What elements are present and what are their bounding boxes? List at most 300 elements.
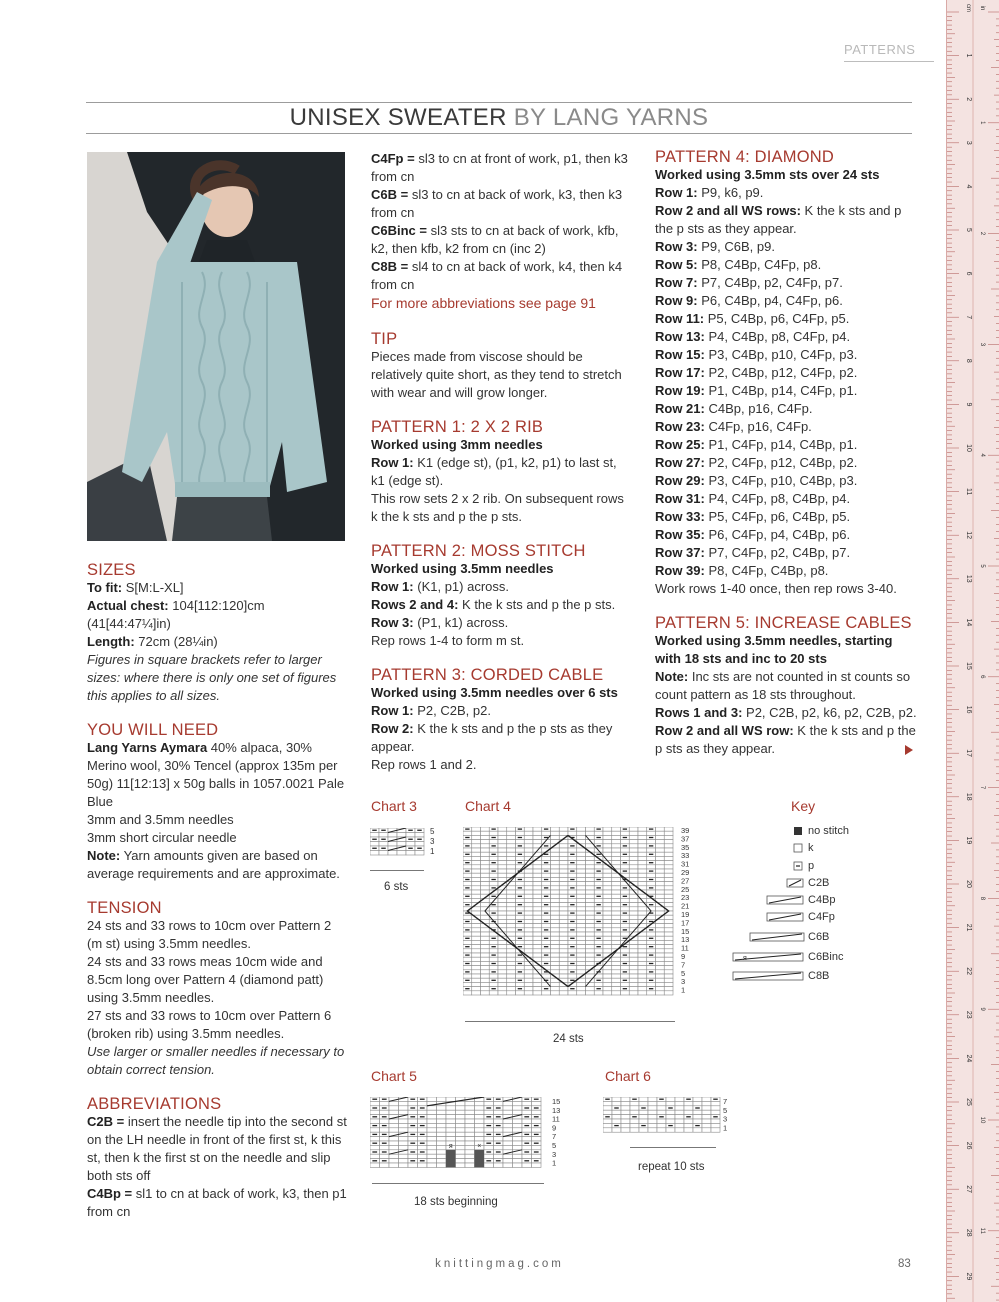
- chart-4-cell: [664, 953, 673, 957]
- chart-5-cell: [399, 1128, 409, 1132]
- chart-6-cell: [657, 1106, 666, 1110]
- chart-6-cell: [702, 1128, 711, 1132]
- chart-4-cell: [481, 966, 490, 970]
- chart-4-cell: [559, 886, 568, 890]
- chart-4-cell: [577, 949, 586, 953]
- chart-6-cell: [684, 1110, 693, 1114]
- pattern-4-row-value: P7, C4Fp, p2, C4Bp, p7.: [704, 545, 851, 560]
- chart-4-cell: [472, 974, 481, 978]
- chart-4-cell: [621, 974, 630, 978]
- chart-4-cell: [551, 961, 560, 965]
- chart-4-cell: [656, 877, 665, 881]
- ruler-cm-label: 10: [965, 444, 972, 452]
- chart-5-cell: [465, 1128, 475, 1132]
- chart-4-cell: [472, 861, 481, 865]
- chart-4-cell: [498, 940, 507, 944]
- chart-4-cell: [507, 835, 516, 839]
- chart-4-cell: [533, 840, 542, 844]
- pattern-4-row: [655, 364, 917, 382]
- chart-4-cell: [498, 898, 507, 902]
- chart-4-cell: [533, 953, 542, 957]
- chart-4-cell: [481, 831, 490, 835]
- chart-4-cell: [586, 877, 595, 881]
- chart-4-cell: [577, 924, 586, 928]
- chart-4-cell: [498, 970, 507, 974]
- chart-4-cell: [577, 873, 586, 877]
- chart-3-cell: [406, 833, 415, 838]
- chart-4-grid: [463, 827, 703, 1007]
- chart-4-cell: [559, 953, 568, 957]
- chart-4-cell: [516, 915, 525, 919]
- pattern-4-row-value: P9, C6B, p9.: [697, 239, 775, 254]
- chart-5-cell: [389, 1141, 399, 1145]
- chart-4-cell: [551, 924, 560, 928]
- chart-5-cell: [503, 1110, 513, 1114]
- chart-5-cell: [446, 1123, 456, 1127]
- chart-6-cell: [684, 1101, 693, 1105]
- yarn-label: Lang Yarns Aymara: [87, 740, 208, 755]
- chart-6-cell: [657, 1128, 666, 1132]
- chart-4-cell: [507, 831, 516, 835]
- title-main: UNISEX SWEATER: [289, 104, 507, 131]
- chart-4-cell: [507, 907, 516, 911]
- chart-5-cell: [484, 1101, 494, 1105]
- chart-4-cell: [638, 949, 647, 953]
- chart-4-cell: [647, 890, 656, 894]
- chart-5-cell: [389, 1159, 399, 1163]
- chart-4-cell: [638, 865, 647, 869]
- pattern-4-row-value: P1, C4Fp, p14, C4Bp, p1.: [704, 437, 858, 452]
- chart-4-cell: [542, 907, 551, 911]
- chart-4-cell: [551, 869, 560, 873]
- chart-4-cell: [664, 827, 673, 831]
- key-label: C8B: [808, 970, 830, 982]
- chart-4-cell: [472, 987, 481, 991]
- chart-6-cell: [621, 1128, 630, 1132]
- chart-4-cell: [524, 982, 533, 986]
- chart-6-cell: [693, 1115, 702, 1119]
- chart-6-cell: [648, 1101, 657, 1105]
- chart-4-cell: [577, 877, 586, 881]
- chart-4-cell: [603, 970, 612, 974]
- chart-6-cell: [675, 1128, 684, 1132]
- chart-4-cell: [551, 873, 560, 877]
- chart-5-cell: [408, 1101, 418, 1105]
- chart-4-cell: [481, 936, 490, 940]
- chart-4-cell: [533, 869, 542, 873]
- chart-4-cell: [612, 966, 621, 970]
- ruler-inch-label: 2: [979, 231, 985, 236]
- chart-4-cell: [498, 844, 507, 848]
- chart-5-cell: [446, 1132, 456, 1136]
- chart-4-cell: [577, 865, 586, 869]
- chart-4-cell: [463, 957, 472, 961]
- chart-4-cell: [664, 848, 673, 852]
- chart-6-cell: [639, 1119, 648, 1123]
- chart-4-cell: [586, 919, 595, 923]
- chart-4-cell: [498, 861, 507, 865]
- chart-6-row-number: 1: [723, 1123, 728, 1133]
- chart-4-cell: [533, 924, 542, 928]
- chart-4-cell: [542, 957, 551, 961]
- chart-4-cell: [463, 882, 472, 886]
- chart-4-cell: [612, 856, 621, 860]
- chart-4-cell: [586, 907, 595, 911]
- chart-4-cell: [507, 978, 516, 982]
- ruler-cm-label: 4: [965, 184, 972, 189]
- pattern-4-row-label: Row 29:: [655, 473, 705, 488]
- actual-chest-value: 104[112:120]cm (41[44:47¼]in): [87, 598, 265, 631]
- chart-4-row-number: 39: [681, 827, 690, 835]
- ruler-cm-label: 13: [965, 574, 972, 583]
- chart-5-cell: [399, 1137, 409, 1141]
- chart-5-cell: [380, 1154, 390, 1158]
- chart-4-cell: [656, 848, 665, 852]
- chart-5-cell: [399, 1141, 409, 1145]
- chart-4-cell: [559, 856, 568, 860]
- chart-5-cell: [475, 1128, 485, 1132]
- ruler-in-unit: in: [979, 5, 985, 11]
- chart-6-cell: [621, 1119, 630, 1123]
- chart-4-cell: [463, 966, 472, 970]
- chart-4-cell: [533, 987, 542, 991]
- chart-4-cell: [472, 831, 481, 835]
- chart-4-cell: [603, 877, 612, 881]
- chart-4-cell: [577, 957, 586, 961]
- pattern-4-row-value: K the k sts and p the p sts as they appear.: [655, 203, 902, 236]
- chart-6-cell: [648, 1128, 657, 1132]
- chart-4-cell: [481, 882, 490, 886]
- chart-4-cell: [559, 882, 568, 886]
- chart-5-cell: [522, 1137, 532, 1141]
- chart-4-cell: [577, 936, 586, 940]
- chart-4-cell: [577, 882, 586, 886]
- chart-4-cell: [524, 991, 533, 995]
- chart-5-cell: [465, 1132, 475, 1136]
- chart-4-cell: [559, 898, 568, 902]
- chart-4-cell: [603, 890, 612, 894]
- chart-5-cell: [532, 1145, 542, 1149]
- ruler-cm-label: 17: [965, 749, 972, 758]
- chart-4-cell: [621, 991, 630, 995]
- chart-5-cell: [503, 1119, 513, 1123]
- footer-site: knittingmag.com: [435, 1258, 564, 1270]
- chart-4-cell: [498, 961, 507, 965]
- chart-4-cell: [559, 865, 568, 869]
- chart-6-cell: [711, 1106, 720, 1110]
- chart-4-cell: [463, 982, 472, 986]
- chart-5-cell: [427, 1110, 437, 1114]
- chart-4-cell: [551, 882, 560, 886]
- chart-4-cell: [603, 852, 612, 856]
- to-fit-value: S[M:L-XL]: [122, 580, 184, 595]
- chart-4-cell: [603, 966, 612, 970]
- key-label: no stitch: [808, 825, 849, 837]
- chart-4-cell: [481, 844, 490, 848]
- chart-5-cell: [503, 1145, 513, 1149]
- chart-5-cell: [456, 1163, 466, 1167]
- to-fit: [87, 579, 349, 597]
- chart-4-cell: [551, 865, 560, 869]
- chart-4-cell: [647, 974, 656, 978]
- chart-6-cell: [603, 1110, 612, 1114]
- pattern-4-row: [655, 508, 917, 526]
- chart-4-cell: [507, 982, 516, 986]
- chart-4-row-number: 3: [681, 977, 686, 987]
- chart-4-cell: [603, 886, 612, 890]
- chart-6-cell: [711, 1110, 720, 1114]
- pattern-4-row-label: Row 3:: [655, 239, 698, 254]
- chart-5-cell: [522, 1154, 532, 1158]
- chart-4-cell: [638, 856, 647, 860]
- chart-4-cell: [603, 882, 612, 886]
- chart-5-cell: [446, 1115, 456, 1119]
- chart-4-cell: [481, 915, 490, 919]
- pattern-4-row: [655, 418, 917, 436]
- pattern-4-row-label: Row 25:: [655, 437, 705, 452]
- pattern-4-row-value: P2, C4Bp, p12, C4Fp, p2.: [704, 365, 858, 380]
- chart-5-cell: [418, 1110, 428, 1114]
- chart-4-cell: [656, 966, 665, 970]
- chart-4-cell: [551, 903, 560, 907]
- chart-5-cell: [427, 1154, 437, 1158]
- chart-5-cell: [503, 1123, 513, 1127]
- chart-5-cell: [370, 1128, 380, 1132]
- pattern-4-row: [655, 562, 917, 580]
- pattern-4-row: [655, 328, 917, 346]
- chart-5-cell: [370, 1154, 380, 1158]
- abbr-c6binc: [371, 222, 633, 258]
- chart-4-cell: [524, 936, 533, 940]
- chart-4-cell: [656, 957, 665, 961]
- chart-4-cell: [629, 873, 638, 877]
- chart-4-cell: [664, 945, 673, 949]
- chart-4-cell: [586, 911, 595, 915]
- chart-4-cell: [551, 898, 560, 902]
- chart-4-cell: [551, 932, 560, 936]
- chart-4-cell: [481, 835, 490, 839]
- chart-4-cell: [629, 903, 638, 907]
- chart-4-cell: [489, 966, 498, 970]
- chart-4-cell: [551, 852, 560, 856]
- chart-3-width-line: [370, 870, 424, 871]
- chart-4-cell: [481, 928, 490, 932]
- chart-6-cell: [702, 1119, 711, 1123]
- chart-4-cell: [507, 903, 516, 907]
- chart-4-cell: [463, 865, 472, 869]
- chart-4-cell: [621, 890, 630, 894]
- chart-4-cell: [586, 827, 595, 831]
- chart-4-cell: [603, 915, 612, 919]
- chart-5-cell: [513, 1110, 523, 1114]
- chart-4-cell: [542, 898, 551, 902]
- pattern-3-row-1-value: P2, C2B, p2.: [413, 703, 491, 718]
- chart-4-cell: [559, 940, 568, 944]
- pattern-3-row-1-label: Row 1:: [371, 703, 414, 718]
- chart-4-cell: [498, 949, 507, 953]
- chart-4-cell: [586, 894, 595, 898]
- chart-4-row-number: 27: [681, 876, 690, 886]
- yarn-note-value: Yarn amounts given are based on average requirements and are approximate.: [87, 848, 340, 881]
- chart-4-cell: [498, 873, 507, 877]
- chart-4-cell: [524, 835, 533, 839]
- pattern-4-row-value: P9, k6, p9.: [697, 185, 764, 200]
- chart-6-cell: [675, 1106, 684, 1110]
- chart-5-row-number: 9: [552, 1123, 557, 1133]
- chart-5-no-stitch: [446, 1150, 456, 1168]
- pattern-2-row-1-label: Row 1:: [371, 579, 414, 594]
- chart-6-cell: [666, 1110, 675, 1114]
- tension-note: Use larger or smaller needles if necessary to obtain correct tension.: [87, 1044, 345, 1077]
- chart-4-cell: [568, 915, 577, 919]
- chart-4-cell: [489, 865, 498, 869]
- chart-4-cell: [472, 961, 481, 965]
- chart-4-cell: [594, 949, 603, 953]
- chart-4-cell: [594, 924, 603, 928]
- chart-4-cell: [551, 856, 560, 860]
- chart-4-cell: [463, 915, 472, 919]
- pattern-4-row-label: Row 9:: [655, 293, 698, 308]
- chart-4-cell: [498, 991, 507, 995]
- pattern-4-row: [655, 472, 917, 490]
- chart-5-cell: [456, 1123, 466, 1127]
- chart-4-cell: [559, 915, 568, 919]
- pattern-4-row-label: Row 13:: [655, 329, 705, 344]
- chart-4-cell: [603, 869, 612, 873]
- chart-5-cell: [456, 1159, 466, 1163]
- chart-4-cell: [621, 949, 630, 953]
- chart-5-cell: [389, 1110, 399, 1114]
- chart-4-cell: [568, 856, 577, 860]
- chart-4-cell: [612, 894, 621, 898]
- chart-4-cell: [524, 827, 533, 831]
- chart-4-cell: [577, 852, 586, 856]
- chart-4-cell: [507, 852, 516, 856]
- chart-4-cell: [551, 877, 560, 881]
- chart-6-cell: [621, 1123, 630, 1127]
- chart-4-cell: [656, 940, 665, 944]
- pattern-2-row-1: [371, 578, 633, 596]
- chart-4-cell: [472, 890, 481, 894]
- chart-4-cell: [507, 919, 516, 923]
- key-title: Key: [791, 798, 816, 814]
- chart-4-cell: [586, 987, 595, 991]
- chart-4-cell: [472, 991, 481, 995]
- chart-4-cell: [629, 919, 638, 923]
- chart-4-cell: [656, 835, 665, 839]
- chart-4-cell: [481, 974, 490, 978]
- chart-4-cell: [577, 991, 586, 995]
- chart-4-cell: [533, 890, 542, 894]
- chart-4-cell: [507, 890, 516, 894]
- chart-6-cell: [639, 1110, 648, 1114]
- chart-4-cell: [559, 957, 568, 961]
- chart-4-width: 24 sts: [553, 1033, 584, 1045]
- more-abbreviations-link[interactable]: For more abbreviations see page 91: [371, 295, 596, 311]
- pattern-4-row-value: C4Fp, p16, C4Fp.: [704, 419, 812, 434]
- chart-5-cell: [475, 1137, 485, 1141]
- chart-5-cell: [408, 1163, 418, 1167]
- pattern-4-row-label: Row 23:: [655, 419, 705, 434]
- chart-4-cell: [612, 957, 621, 961]
- chart-4-cell: [603, 949, 612, 953]
- chart-5-row-number: 13: [552, 1105, 561, 1115]
- chart-5-cell: [446, 1106, 456, 1110]
- chart-4-cell: [629, 957, 638, 961]
- chart-5-cell: [399, 1145, 409, 1149]
- chart-4-cell: [551, 928, 560, 932]
- chart-5-cell: [380, 1163, 390, 1167]
- chart-4-cell: [638, 970, 647, 974]
- chart-4-cell: [559, 861, 568, 865]
- chart-4-cell: [612, 877, 621, 881]
- chart-4-cell: [603, 840, 612, 844]
- chart-4-cell: [559, 844, 568, 848]
- chart-5-cell: [437, 1132, 447, 1136]
- chart-5-inc-mark: я: [448, 1143, 453, 1151]
- chart-4-cell: [568, 873, 577, 877]
- abbr-c2b: [87, 1113, 349, 1185]
- chart-6-cell: [603, 1123, 612, 1127]
- abbr-c8b-label: C8B =: [371, 259, 409, 274]
- chart-4-cell: [594, 932, 603, 936]
- chart-4-cell: [524, 890, 533, 894]
- chart-4-cell: [524, 873, 533, 877]
- chart-4-cell: [629, 877, 638, 881]
- chart-4-cell: [533, 932, 542, 936]
- ruler-inch-label: 7: [979, 785, 985, 790]
- chart-4-cell: [568, 890, 577, 894]
- chart-4-cell: [577, 915, 586, 919]
- pattern-1-row-1-label: Row 1:: [371, 455, 414, 470]
- chart-4-row-number: 29: [681, 868, 690, 877]
- chart-4-cell: [664, 978, 673, 982]
- ruler-cm-label: 9: [965, 402, 972, 407]
- chart-4-cell: [656, 924, 665, 928]
- pattern-4-row-value: P4, C4Bp, p8, C4Fp, p4.: [704, 329, 851, 344]
- chart-4-cell: [577, 966, 586, 970]
- chart-5-cell: [427, 1137, 437, 1141]
- to-fit-label: To fit:: [87, 580, 123, 595]
- chart-4-cell: [507, 928, 516, 932]
- pattern-4-row-value: P5, C4Fp, p6, C4Bp, p5.: [704, 509, 851, 524]
- chart-4-cell: [638, 840, 647, 844]
- chart-4-cell: [577, 911, 586, 915]
- key-knit-swatch: [794, 844, 802, 852]
- chart-5-cell: [532, 1101, 542, 1105]
- chart-4-cell: [664, 936, 673, 940]
- chart-4-cell: [568, 966, 577, 970]
- chart-5-cell: [522, 1128, 532, 1132]
- chart-4-cell: [533, 882, 542, 886]
- chart-4-cell: [638, 882, 647, 886]
- chart-4-cell: [533, 919, 542, 923]
- chart-4-cell: [577, 848, 586, 852]
- chart-4-cell: [638, 844, 647, 848]
- tension-1: 24 sts and 33 rows to 10cm over Pattern 2 (m st) using 3.5mm needles.: [87, 918, 332, 951]
- chart-4-cell: [577, 894, 586, 898]
- chart-5-cell: [456, 1145, 466, 1149]
- chart-3-cell: [397, 833, 406, 838]
- chart-4-cell: [647, 873, 656, 877]
- ruler-cm-label: 2: [965, 97, 972, 102]
- chart-4-cell: [656, 865, 665, 869]
- chart-5-cell: [446, 1119, 456, 1123]
- chart-4-cell: [507, 886, 516, 890]
- chart-5-cell: [389, 1119, 399, 1123]
- chart-4-cell: [559, 919, 568, 923]
- chart-5-cell: [437, 1110, 447, 1114]
